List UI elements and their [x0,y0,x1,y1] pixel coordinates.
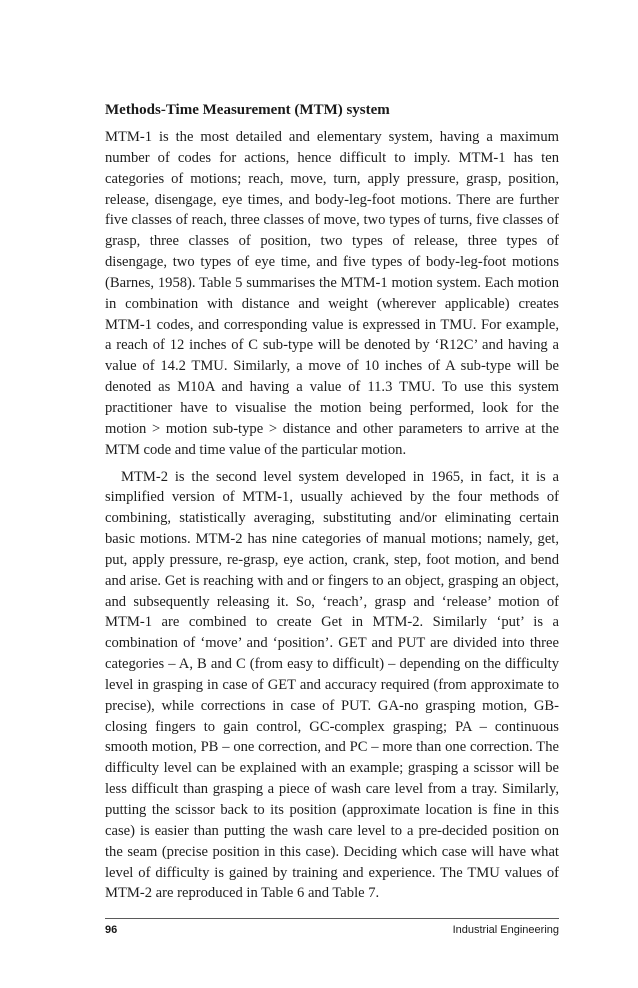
section-heading: Methods-Time Measurement (MTM) system [105,102,390,118]
paragraph-mtm1: MTM-1 is the most detailed and elementary system, having a maximum number of codes for actions, hence difficult to imply. MTM-1 has ten categories of motions; reach, move, turn, apply pressure, grasp, position, release, disengage, eye times, and body-leg-foot motions. There are further five classes of reach, three classes of move, two types of turns, five classes of grasp, three classes of position, two types of release, three types of disengage, two types of eye time, and five types of body-leg-foot motions (Barnes, 1958). Table 5 summarises the MTM-1 motion system. Each motion in combination with distance and weight (wherever applicable) creates MTM-1 codes, and corresponding value is expressed in TMU. For example, a reach of 12 inches of C sub-type will be denoted by ‘R12C’ and having a value of 14.2 TMU. Similarly, a move of 10 inches of A sub-type will be denoted as M10A and having a value of 11.3 TMU. To use this system practitioner have to visualise the motion being performed, look for the motion > motion sub-type > distance and other parameters to arrive at the MTM code and time value of the particular motion. [105,129,559,458]
paragraph-mtm2: MTM-2 is the second level system developed in 1965, in fact, it is a simplified version of MTM-1, usually achieved by the four methods of combining, statistically averaging, substituting and/or eliminating certain basic motions. MTM-2 has nine categories of manual motions; namely, get, put, apply pressure, re-grasp, eye action, crank, step, foot motion, and bend and arise. Get is reaching with and or fingers to an object, grasping an object, and subsequently releasing it. So, ‘reach’, grasp and ‘release’ motion of MTM-1 are combined to create Get in MTM-2. Similarly ‘put’ is a combination of ‘move’ and ‘position’. GET and PUT are divided into three categories – A, B and C (from easy to difficult) – depending on the difficulty level in grasping in case of GET and accuracy required (from approximate to precise), while corrections in case of PUT. GA-no grasping motion, GB-closing fingers to gain control, GC-complex grasping; PA – continuous smooth motion, PB – one correction, and PC – more than one correction. The difficulty level can be explained with an example; grasping a scissor will be less difficult than grasping a piece of wash care level from a tray. Similarly, putting the scissor back to its position (approximate location is fine in this case) is easier than putting the wash care level to a pre-decided position on the seam (precise position in this case). Deciding which case will have what level of difficulty is gained by training and experience. The TMU values of MTM-2 are reproduced in Table 6 and Table 7. [105,468,559,902]
page-footer [105,918,559,941]
page-number: 96 [105,924,118,936]
main-content [105,100,559,904]
running-footer-title: Industrial Engineering [452,924,559,936]
